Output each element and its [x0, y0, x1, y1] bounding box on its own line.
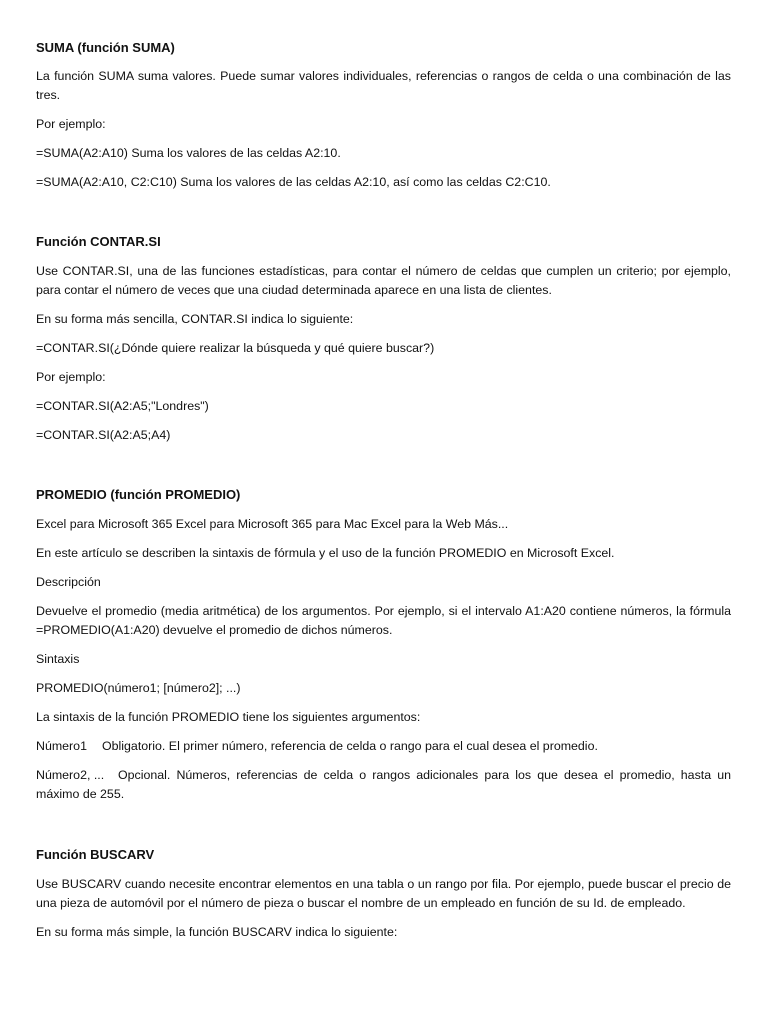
paragraph: Use BUSCARV cuando necesite encontrar elementos en una tabla o un rango por fila. Por ejemplo, puede buscar el precio de una pieza de automóvil por el número de pieza o buscar el nombre de un empleado en función de su Id. de empleado. — [36, 877, 731, 910]
paragraph: En su forma más simple, la función BUSCARV indica lo siguiente: — [36, 925, 398, 939]
argument-description: Obligatorio. El primer número, referencia de celda o rango para el cual desea el promedio. — [102, 739, 598, 753]
paragraph: Devuelve el promedio (media aritmética) de los argumentos. Por ejemplo, si el intervalo A1:A20 contiene números, la fórmula =PROMEDIO(A1:A20) devuelve el promedio de dichos números. — [36, 604, 731, 637]
paragraph: =CONTAR.SI(A2:A5;"Londres") — [36, 399, 209, 413]
paragraph: La sintaxis de la función PROMEDIO tiene los siguientes argumentos: — [36, 710, 421, 724]
paragraph: Por ejemplo: — [36, 117, 106, 131]
paragraph: Sintaxis — [36, 652, 80, 666]
paragraph: La función SUMA suma valores. Puede sumar valores individuales, referencias o rangos de celda o una combinación de las tres. — [36, 69, 731, 102]
argument-description: Opcional. Números, referencias de celda o rangos adicionales para los que desea el promedio, hasta un máximo de 255. — [36, 768, 731, 801]
paragraph: Use CONTAR.SI, una de las funciones estadísticas, para contar el número de celdas que cumplen un criterio; por ejemplo, para contar el número de veces que una ciudad determinada aparece en una lista de clientes. — [36, 264, 731, 297]
paragraph: Por ejemplo: — [36, 370, 106, 384]
section-heading-contar-si: Función CONTAR.SI — [36, 234, 161, 249]
paragraph: =CONTAR.SI(A2:A5;A4) — [36, 428, 171, 442]
paragraph: En su forma más sencilla, CONTAR.SI indica lo siguiente: — [36, 312, 354, 326]
paragraph: =SUMA(A2:A10, C2:C10) Suma los valores de las celdas A2:10, así como las celdas C2:C10. — [36, 175, 551, 189]
argument-name: Número2, ... — [36, 768, 105, 782]
argument-row — [36, 766, 731, 804]
argument-name: Número1 — [36, 739, 87, 753]
section-heading-promedio: PROMEDIO (función PROMEDIO) — [36, 487, 241, 502]
paragraph: =CONTAR.SI(¿Dónde quiere realizar la búsqueda y qué quiere buscar?) — [36, 341, 435, 355]
section-heading-buscarv: Función BUSCARV — [36, 847, 155, 862]
paragraph: Excel para Microsoft 365 Excel para Microsoft 365 para Mac Excel para la Web Más... — [36, 517, 509, 531]
section-heading-suma: SUMA (función SUMA) — [36, 40, 175, 55]
paragraph: PROMEDIO(número1; [número2]; ...) — [36, 681, 241, 695]
paragraph: Descripción — [36, 575, 101, 589]
paragraph: =SUMA(A2:A10) Suma los valores de las celdas A2:10. — [36, 146, 341, 160]
argument-row — [36, 737, 731, 756]
paragraph: En este artículo se describen la sintaxis de fórmula y el uso de la función PROMEDIO en Microsoft Excel. — [36, 546, 615, 560]
